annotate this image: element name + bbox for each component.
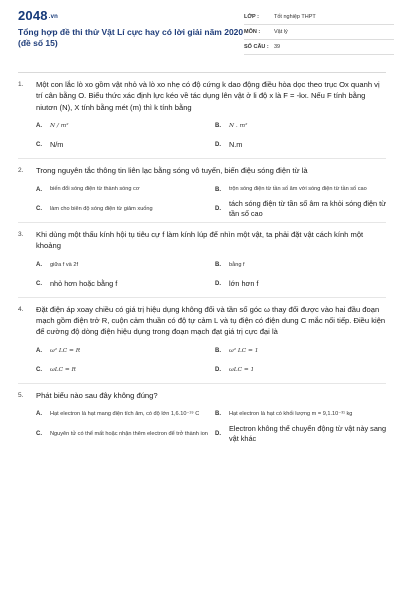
question-text: Phát biểu nào sau đây không đúng?	[36, 390, 158, 400]
option-c[interactable]: C. N/m	[36, 140, 64, 150]
option-a[interactable]: A. N / m²	[36, 123, 69, 130]
option-a[interactable]: A. giữa f và 2f	[36, 262, 78, 269]
question-divider	[18, 383, 386, 384]
option-b[interactable]: B. trộn sóng điện từ tần số âm với sóng điện từ tần số cao	[215, 186, 367, 193]
option-c[interactable]: C. làm cho biên độ sóng điện từ giảm xuống	[36, 205, 153, 213]
options	[36, 180, 386, 219]
question-text: Một con lắc lò xo gồm vật nhỏ và lò xo nhẹ có độ cứng k dao động điều hòa dọc theo trục Ox quanh vị trí cân bằng O. Biểu thức xác định lực kéo về tác dụng lên vật ở li độ x là F = -kx. Nếu F tính bằng niutơn (N), X tính bằng mét (m) thì k tính bằng	[36, 80, 380, 112]
question-3	[18, 229, 386, 294]
options	[36, 405, 386, 444]
option-c[interactable]: C. nhỏ hơn hoặc bằng f	[36, 279, 118, 289]
option-d[interactable]: D. Electron không thể chuyển động từ vật này sang vật khác	[215, 423, 387, 443]
option-b[interactable]: B. N . m²	[215, 123, 248, 130]
meta-class: LỚP : Tốt nghiệp THPT	[244, 10, 394, 25]
question-number: 5.	[18, 391, 24, 399]
question-number: 3.	[18, 231, 24, 239]
option-c[interactable]: C. ωLC = R	[36, 367, 76, 374]
question-5	[18, 390, 386, 444]
options	[36, 342, 386, 380]
question-number: 1.	[18, 81, 24, 88]
question-number: 4.	[18, 305, 24, 313]
question-2	[18, 165, 386, 219]
option-a[interactable]: A. ω² LC = R	[36, 348, 81, 355]
options	[36, 256, 386, 294]
meta-count: SỐ CÂU : 39	[244, 40, 394, 55]
option-d[interactable]: D. lớn hơn f	[215, 279, 259, 289]
option-b[interactable]: B. ω² LC = 1	[215, 348, 259, 355]
question-divider	[18, 158, 386, 159]
header-divider	[18, 72, 386, 73]
exam-meta	[244, 10, 394, 55]
question-number: 2.	[18, 166, 24, 174]
option-a[interactable]: A. biến đổi sóng điện từ thành sóng cơ	[36, 186, 140, 193]
site-logo[interactable]: 2048.vn	[18, 8, 59, 23]
question-text: Khi dùng một thấu kính hội tụ tiêu cự f làm kính lúp để nhìn một vật, ta phải đặt vật cách kính một khoảng	[36, 230, 364, 251]
options	[36, 117, 386, 155]
page-title: Tổng hợp đề thi thử Vật Lí cực hay có lời giải năm 2020 (đề số 15)	[18, 27, 244, 48]
option-b[interactable]: B. bằng f	[215, 262, 245, 269]
option-d[interactable]: D. tách sóng điện từ tần số âm ra khỏi sóng điện từ tần số cao	[215, 199, 387, 219]
question-1	[18, 79, 386, 155]
option-b[interactable]: B. Hạt electron là hạt có khối lượng m = 9,1.10⁻³¹ kg	[215, 411, 353, 418]
option-c[interactable]: C. Nguyên tử có thể mất hoặc nhận thêm electron để trở thành ion	[36, 430, 208, 437]
question-divider	[18, 222, 386, 223]
question-divider	[18, 297, 386, 298]
option-d[interactable]: D. N.m	[215, 140, 243, 150]
option-d[interactable]: D. ωLC = 1	[215, 367, 255, 374]
question-text: Trong nguyên tắc thông tin liên lạc bằng sóng vô tuyến, biến điệu sóng điện từ là	[36, 165, 308, 175]
meta-subject: MÔN : Vật lý	[244, 25, 394, 40]
option-a[interactable]: A. Hạt electron là hạt mang điện tích âm, có độ lớn 1,6.10⁻¹⁹ C	[36, 411, 200, 418]
question-text: Đặt điện áp xoay chiều có giá trị hiệu dụng không đổi và tần số góc ω thay đổi được vào hai đầu đoạn mạch gồm điện trở R, cuộn cảm thuần có độ tự cảm L và tụ điện có điện dung C mắc nối tiếp. Điều kiện để cường độ dòng điện hiệu dụng trong đoạn mạch đạt giá trị cực đại là	[36, 304, 386, 337]
question-4	[18, 304, 386, 380]
page-header	[18, 8, 386, 62]
